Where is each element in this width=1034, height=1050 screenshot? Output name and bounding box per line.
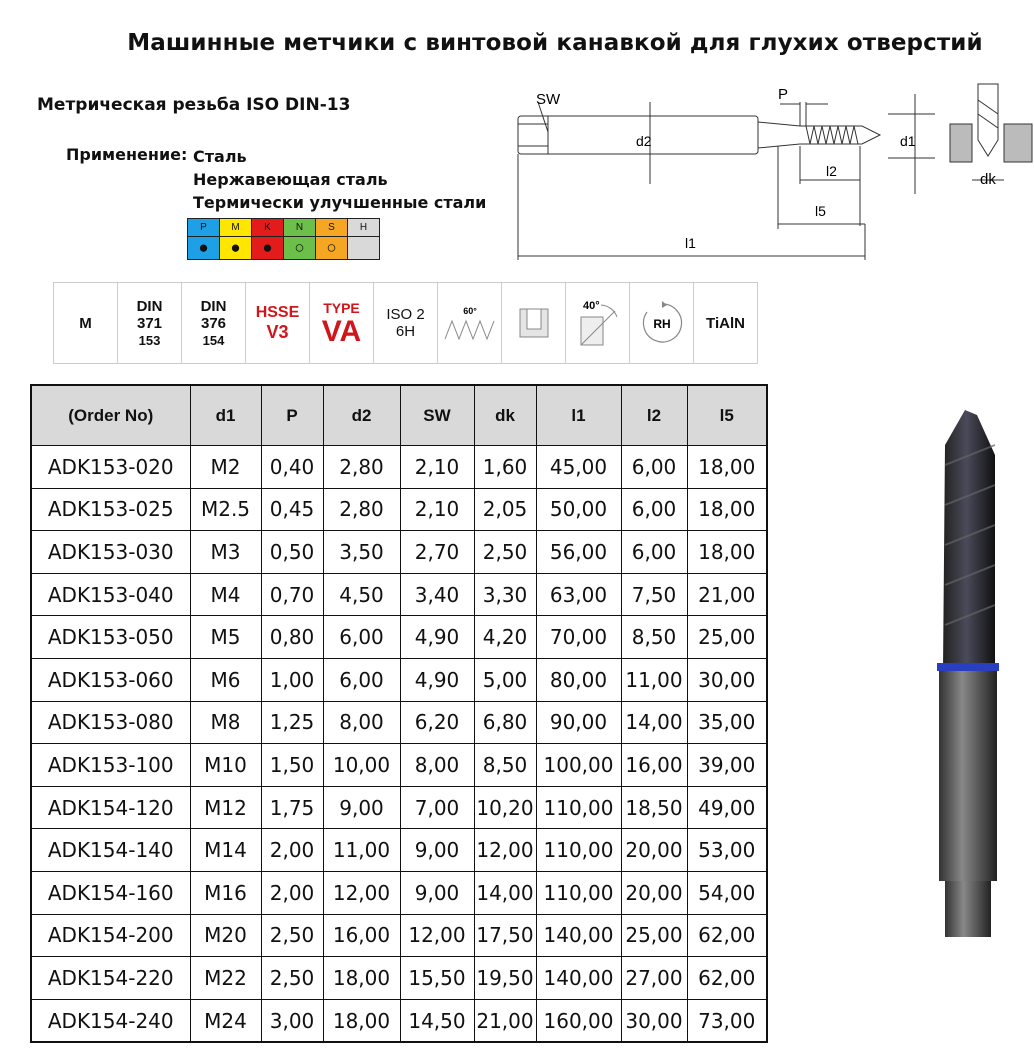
table-cell: ADK153-080	[31, 701, 190, 744]
table-cell: M2	[190, 446, 261, 489]
sw-label: SW	[536, 91, 561, 108]
table-cell: 9,00	[400, 829, 474, 872]
table-row	[31, 488, 767, 531]
d1-label: d1	[900, 133, 916, 149]
table-cell: 2,50	[474, 531, 536, 574]
table-cell: 2,50	[261, 914, 323, 957]
tialn-coating-icon	[694, 283, 757, 363]
tap-product-image	[915, 405, 1025, 945]
table-cell: 2,10	[400, 488, 474, 531]
table-cell: 35,00	[687, 701, 767, 744]
table-cell: 12,00	[323, 871, 400, 914]
table-cell: ADK154-120	[31, 786, 190, 829]
application-list	[193, 145, 486, 214]
table-cell: 21,00	[474, 999, 536, 1042]
material-group-grid	[187, 218, 380, 260]
icon-text: TYPE	[323, 299, 360, 316]
table-cell: ADK153-025	[31, 488, 190, 531]
material-symbol-m: ●	[220, 237, 252, 260]
table-cell: 25,00	[621, 914, 687, 957]
table-cell: 140,00	[536, 914, 621, 957]
table-cell: 5,00	[474, 658, 536, 701]
application-item: Нержавеющая сталь	[193, 170, 388, 189]
thread-angle-icon	[438, 283, 502, 363]
iso2-6h-icon	[374, 283, 438, 363]
table-cell: 110,00	[536, 786, 621, 829]
table-cell: ADK154-240	[31, 999, 190, 1042]
col-l2: l2	[621, 385, 687, 446]
table-cell: 8,00	[400, 744, 474, 787]
table-cell: M2.5	[190, 488, 261, 531]
table-cell: 10,20	[474, 786, 536, 829]
feature-icon-strip	[53, 282, 758, 364]
table-cell: 4,90	[400, 658, 474, 701]
table-cell: 63,00	[536, 573, 621, 616]
table-cell: 4,50	[323, 573, 400, 616]
table-cell: 0,45	[261, 488, 323, 531]
table-cell: 62,00	[687, 914, 767, 957]
table-cell: M5	[190, 616, 261, 659]
table-cell: 18,50	[621, 786, 687, 829]
table-cell: 4,90	[400, 616, 474, 659]
icon-text: 153	[138, 332, 161, 348]
helix-angle-icon	[566, 283, 630, 363]
l5-label: l5	[815, 203, 826, 219]
table-cell: ADK153-100	[31, 744, 190, 787]
din-371-icon	[118, 283, 182, 363]
table-cell: 56,00	[536, 531, 621, 574]
table-cell: ADK154-140	[31, 829, 190, 872]
table-cell: M20	[190, 914, 261, 957]
table-row	[31, 999, 767, 1042]
application-item: Термически улучшенные стали	[193, 193, 487, 212]
table-cell: 4,20	[474, 616, 536, 659]
table-cell: 45,00	[536, 446, 621, 489]
col-d2: d2	[323, 385, 400, 446]
din-376-icon	[182, 283, 246, 363]
table-cell: 27,00	[621, 957, 687, 1000]
icon-text: RH	[652, 317, 671, 331]
table-row	[31, 531, 767, 574]
table-cell: 19,50	[474, 957, 536, 1000]
table-cell: 54,00	[687, 871, 767, 914]
table-cell: 14,00	[621, 701, 687, 744]
icon-text: TiAlN	[706, 314, 745, 332]
hsse-v3-icon	[246, 283, 310, 363]
material-symbol-k: ●	[252, 237, 284, 260]
table-cell: 6,00	[621, 531, 687, 574]
table-row	[31, 786, 767, 829]
table-row	[31, 658, 767, 701]
table-cell: 73,00	[687, 999, 767, 1042]
l2-label: l2	[826, 163, 837, 179]
table-cell: 15,50	[400, 957, 474, 1000]
table-cell: 14,50	[400, 999, 474, 1042]
col-l5: l5	[687, 385, 767, 446]
table-cell: 3,50	[323, 531, 400, 574]
table-cell: 10,00	[323, 744, 400, 787]
icon-text: 6H	[395, 323, 416, 340]
table-cell: 2,70	[400, 531, 474, 574]
table-row	[31, 446, 767, 489]
material-header-h: H	[348, 219, 380, 237]
table-cell: 140,00	[536, 957, 621, 1000]
table-cell: 2,80	[323, 446, 400, 489]
table-cell: 3,00	[261, 999, 323, 1042]
table-row	[31, 829, 767, 872]
table-cell: 30,00	[687, 658, 767, 701]
table-cell: 12,00	[474, 829, 536, 872]
table-cell: ADK153-030	[31, 531, 190, 574]
table-cell: 11,00	[621, 658, 687, 701]
table-cell: 18,00	[687, 488, 767, 531]
table-cell: ADK153-050	[31, 616, 190, 659]
table-cell: 18,00	[323, 999, 400, 1042]
table-cell: 6,20	[400, 701, 474, 744]
material-header-k: K	[252, 219, 284, 237]
table-cell: 6,00	[621, 446, 687, 489]
table-cell: 0,70	[261, 573, 323, 616]
table-cell: 2,10	[400, 446, 474, 489]
table-cell: M22	[190, 957, 261, 1000]
table-cell: 6,00	[323, 616, 400, 659]
icon-text: 60°	[462, 306, 477, 316]
pitch-label: P	[778, 86, 789, 103]
dk-label: dk	[980, 171, 996, 188]
table-cell: 1,60	[474, 446, 536, 489]
table-cell: ADK154-200	[31, 914, 190, 957]
table-cell: 16,00	[323, 914, 400, 957]
table-cell: 70,00	[536, 616, 621, 659]
icon-text: ISO 2	[386, 306, 425, 323]
table-cell: 2,80	[323, 488, 400, 531]
table-cell: 8,50	[474, 744, 536, 787]
table-cell: ADK154-160	[31, 871, 190, 914]
material-symbol-s: ○	[316, 237, 348, 260]
table-cell: 62,00	[687, 957, 767, 1000]
col-sw: SW	[400, 385, 474, 446]
col-order-no: (Order No)	[31, 385, 190, 446]
table-cell: 1,00	[261, 658, 323, 701]
table-cell: 18,00	[687, 531, 767, 574]
table-cell: 2,00	[261, 829, 323, 872]
table-row	[31, 573, 767, 616]
table-cell: ADK153-040	[31, 573, 190, 616]
material-symbol-h	[348, 237, 380, 260]
table-cell: ADK154-220	[31, 957, 190, 1000]
material-symbol-n: ○	[284, 237, 316, 260]
table-cell: 14,00	[474, 871, 536, 914]
table-cell: 39,00	[687, 744, 767, 787]
l1-label: l1	[685, 235, 696, 251]
table-cell: 20,00	[621, 871, 687, 914]
table-cell: 110,00	[536, 829, 621, 872]
icon-text: HSSE	[255, 303, 300, 321]
col-d1: d1	[190, 385, 261, 446]
icon-text: M	[79, 314, 92, 332]
icon-text: VA	[321, 314, 362, 348]
spec-table	[30, 384, 768, 1043]
table-cell: 53,00	[687, 829, 767, 872]
table-cell: 7,50	[621, 573, 687, 616]
col-p: P	[261, 385, 323, 446]
blind-hole-icon	[502, 283, 566, 363]
material-header-s: S	[316, 219, 348, 237]
table-cell: M10	[190, 744, 261, 787]
table-cell: 6,00	[621, 488, 687, 531]
table-cell: M6	[190, 658, 261, 701]
table-cell: 2,00	[261, 871, 323, 914]
table-cell: 160,00	[536, 999, 621, 1042]
d2-label: d2	[636, 133, 652, 149]
table-cell: 110,00	[536, 871, 621, 914]
table-cell: M12	[190, 786, 261, 829]
table-cell: 25,00	[687, 616, 767, 659]
col-dk: dk	[474, 385, 536, 446]
table-cell: 18,00	[323, 957, 400, 1000]
table-cell: 16,00	[621, 744, 687, 787]
table-cell: 9,00	[400, 871, 474, 914]
table-cell: M3	[190, 531, 261, 574]
table-cell: 49,00	[687, 786, 767, 829]
table-cell: 1,75	[261, 786, 323, 829]
material-header-p: P	[188, 219, 220, 237]
table-cell: 7,00	[400, 786, 474, 829]
material-header-m: M	[220, 219, 252, 237]
table-row	[31, 701, 767, 744]
table-cell: 100,00	[536, 744, 621, 787]
table-cell: 1,50	[261, 744, 323, 787]
material-header-n: N	[284, 219, 316, 237]
table-cell: M4	[190, 573, 261, 616]
rotation-icon	[630, 283, 694, 363]
table-cell: 8,00	[323, 701, 400, 744]
thread-standard-subtitle: Метрическая резьба ISO DIN-13	[37, 95, 351, 115]
table-row	[31, 957, 767, 1000]
icon-text: 40°	[582, 300, 600, 312]
table-cell: 80,00	[536, 658, 621, 701]
application-item: Сталь	[193, 147, 247, 166]
table-cell: 3,40	[400, 573, 474, 616]
table-row	[31, 914, 767, 957]
table-cell: 9,00	[323, 786, 400, 829]
table-cell: ADK153-020	[31, 446, 190, 489]
page-title: Машинные метчики с винтовой канавкой для глухих отверстий	[127, 30, 983, 56]
table-cell: ADK153-060	[31, 658, 190, 701]
icon-text: V3	[266, 321, 289, 342]
table-cell: 20,00	[621, 829, 687, 872]
table-cell: 90,00	[536, 701, 621, 744]
table-cell: 12,00	[400, 914, 474, 957]
icon-text: 154	[202, 332, 225, 348]
table-row	[31, 744, 767, 787]
metric-thread-icon	[54, 283, 118, 363]
icon-text: 376	[200, 314, 227, 332]
table-cell: 11,00	[323, 829, 400, 872]
table-cell: 21,00	[687, 573, 767, 616]
table-row	[31, 871, 767, 914]
table-cell: 50,00	[536, 488, 621, 531]
table-cell: 0,50	[261, 531, 323, 574]
table-cell: 2,05	[474, 488, 536, 531]
table-cell: 0,40	[261, 446, 323, 489]
table-cell: M24	[190, 999, 261, 1042]
table-cell: M14	[190, 829, 261, 872]
col-l1: l1	[536, 385, 621, 446]
tap-dimension-diagram	[510, 84, 950, 264]
blind-hole-section-diagram	[944, 80, 1034, 200]
table-header-row	[31, 385, 767, 446]
icon-text: 371	[136, 314, 163, 332]
table-row	[31, 616, 767, 659]
table-cell: 8,50	[621, 616, 687, 659]
table-cell: 17,50	[474, 914, 536, 957]
table-cell: 0,80	[261, 616, 323, 659]
table-cell: 3,30	[474, 573, 536, 616]
application-label: Применение:	[66, 145, 188, 164]
type-va-icon	[310, 283, 374, 363]
table-cell: 30,00	[621, 999, 687, 1042]
table-cell: M8	[190, 701, 261, 744]
icon-text: DIN	[136, 297, 163, 315]
table-cell: 6,80	[474, 701, 536, 744]
icon-text: DIN	[200, 297, 227, 315]
table-cell: 2,50	[261, 957, 323, 1000]
table-cell: M16	[190, 871, 261, 914]
table-cell: 1,25	[261, 701, 323, 744]
table-cell: 6,00	[323, 658, 400, 701]
material-symbol-p: ●	[188, 237, 220, 260]
table-cell: 18,00	[687, 446, 767, 489]
